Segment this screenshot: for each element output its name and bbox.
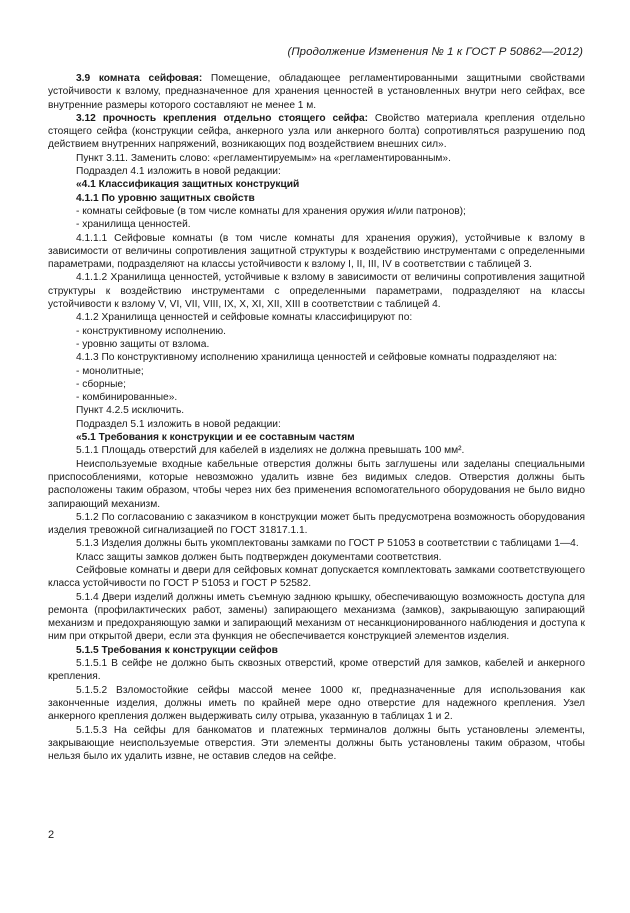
list-item: - уровню защиты от взлома. [76, 338, 210, 350]
paragraph-text: Свойство материала крепления отдельно стоящего сейфа (конструкции сейфа, анкерного узла или анкерного болта) сопротивляться разрушению под действием внутренних напряжений, возникающих под воздействием внешних сил». [48, 112, 585, 151]
document-body [48, 72, 585, 763]
term-heading: 3.9 комната сейфовая: [76, 73, 203, 84]
paragraph: Подраздел 4.1 изложить в новой редакции: [76, 166, 281, 178]
paragraph: 5.1.2 По согласованию с заказчиком в конструкции может быть предусмотрена возможность оборудования изделия тревожной сигнализацией по ГОСТ 31817.1.1. [48, 511, 585, 537]
paragraph: 4.1.1.2 Хранилища ценностей, устойчивые к взлому в зависимости от величины сопротивления защитной структуры к воздействию инструментами с определенными параметрами, подразделяют на классы устойчивости к взлому V, VI, VII, VIII, IX, X, XI, XII, XIII в соответствии с таблицей 4. [48, 272, 585, 311]
paragraph: 4.1.2 Хранилища ценностей и сейфовые комнаты классифицируют по: [76, 312, 413, 324]
list-item: - комбинированные». [76, 392, 178, 404]
paragraph: Пункт 3.11. Заменить слово: «регламентируемым» на «регламентированным». [76, 152, 451, 164]
running-header: (Продолжение Изменения № 1 к ГОСТ Р 50862—2012) [287, 46, 583, 58]
section-heading: 4.1.1 По уровню защитных свойств [76, 192, 255, 204]
paragraph: 4.1.1.1 Сейфовые комнаты (в том числе комнаты для хранения оружия), устойчивые к взлому в зависимости от величины сопротивления защитной структуры к воздействию инструментами с определенными параметрами, подразделяют на классы устойчивости к взлому I, II, III, IV в соответствии с таблицей 3. [48, 232, 585, 271]
paragraph: 5.1.5.2 Взломостойкие сейфы массой менее 1000 кг, предназначенные для использования как законченные изделия, должны иметь по крайней мере одно отверстие для надежного крепления. Узел анкерного крепления должен выдерживать силу отрыва, указанную в таблицах 1 и 2. [48, 684, 585, 723]
section-heading: «4.1 Классификация защитных конструкций [76, 179, 300, 191]
paragraph-text: Помещение, обладающее регламентированными защитными свойствами устойчивости к взлому, предназначенное для хранения ценностей в установленных внутри него сейфах, все внутренние размеры которого составляют не менее 1 м. [48, 73, 585, 111]
paragraph: 5.1.5.1 В сейфе не должно быть сквозных отверстий, кроме отверстий для замков, кабелей и анкерного крепления. [48, 658, 585, 683]
paragraph: 4.1.3 По конструктивному исполнению хранилища ценностей и сейфовые комнаты подразделяют на: [76, 352, 558, 364]
paragraph: 5.1.3 Изделия должны быть укомплектованы замками по ГОСТ Р 51053 в соответствии с таблицами 1—4. [76, 538, 579, 550]
paragraph-3-9 [48, 72, 585, 112]
paragraph: 5.1.4 Двери изделий должны иметь съемную заднюю крышку, обеспечивающую возможность доступа для ремонта (профилактических работ, замены) запирающего механизма (замков), закрывающую запирающий механизм и предохраняющую замки и запирающий механизм от несанкционированного наблюдения и доступа к ним при открытой двери, если эта функция не обеспечивается конструкцией элементов изделия. [48, 591, 585, 643]
list-item: - конструктивному исполнению. [76, 325, 226, 337]
paragraph: Пункт 4.2.5 исключить. [76, 405, 185, 417]
paragraph-3-12 [48, 112, 585, 152]
list-item: - монолитные; [76, 365, 144, 377]
list-item: - хранилища ценностей. [76, 219, 191, 231]
paragraph: 5.1.5.3 На сейфы для банкоматов и платежных терминалов должны быть установлены элементы, закрывающие неиспользуемые отверстия. Эти элементы должны быть установлены таким образом, чтобы нельзя было их удалить извне, не оставив следов на сейфе. [48, 724, 585, 763]
term-heading: 3.12 прочность крепления отдельно стоящего сейфа: [76, 112, 369, 124]
paragraph: Класс защиты замков должен быть подтвержден документами соответствия. [76, 551, 442, 563]
page-number: 2 [48, 829, 55, 841]
paragraph: 5.1.1 Площадь отверстий для кабелей в изделиях не должна превышать 100 мм². [76, 445, 465, 457]
list-item: - сборные; [76, 378, 126, 390]
paragraph: Сейфовые комнаты и двери для сейфовых комнат допускается комплектовать замками соответствующего класса устойчивости по ГОСТ Р 51053 и ГОСТ Р 52582. [48, 564, 585, 590]
paragraph: Неиспользуемые входные кабельные отверстия должны быть заглушены или заделаны специальными приспособлениями, которые невозможно удалить извне без видимых следов. Отверстия должны быть расположены таким образом, чтобы через них без применения вспомогательного оборудования не было видно запирающий механизм. [48, 458, 585, 510]
section-heading: «5.1 Требования к конструкции и ее составным частям [76, 432, 355, 444]
paragraph: Подраздел 5.1 изложить в новой редакции: [76, 418, 281, 430]
section-heading: 5.1.5 Требования к конструкции сейфов [76, 644, 278, 656]
list-item: - комнаты сейфовые (в том числе комнаты для хранения оружия и/или патронов); [76, 205, 466, 217]
